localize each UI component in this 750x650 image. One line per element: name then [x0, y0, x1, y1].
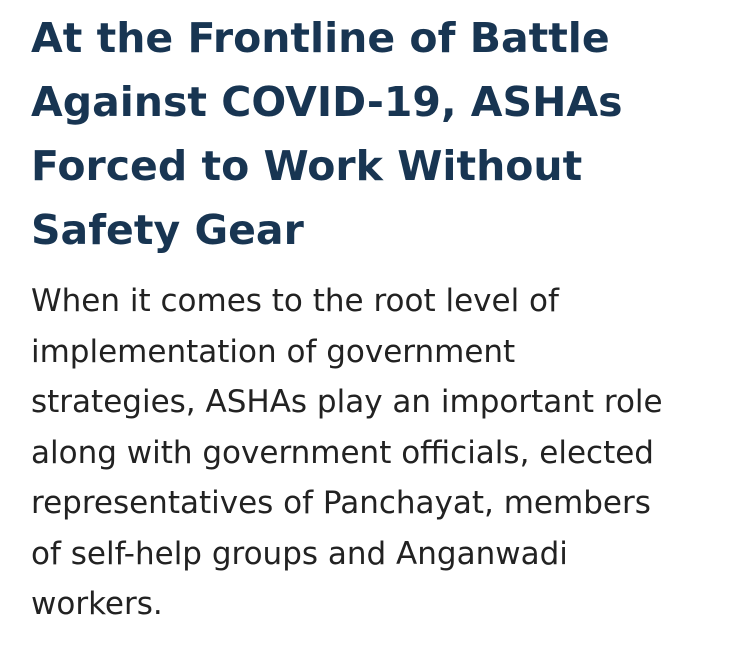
summary-line: implementation of government	[31, 333, 516, 370]
summary-line: strategies, ASHAs play an important role	[31, 384, 663, 420]
headline-line: Against COVID-19, ASHAs	[31, 78, 623, 126]
article-headline	[31, 6, 671, 262]
headline-line: Safety Gear	[31, 206, 304, 254]
headline-line: At the Frontline of Battle	[31, 14, 610, 62]
headline-line: Forced to Work Without	[31, 142, 583, 190]
summary-line: When it comes to the root level of	[31, 283, 559, 319]
summary-line: representatives of Panchayat, members	[31, 485, 651, 521]
article	[31, 6, 731, 630]
summary-line: along with government officials, elected	[31, 434, 654, 471]
summary-line: of self-help groups and Anganwadi	[31, 535, 568, 572]
summary-line: workers.	[31, 586, 163, 622]
article-summary	[31, 276, 731, 630]
